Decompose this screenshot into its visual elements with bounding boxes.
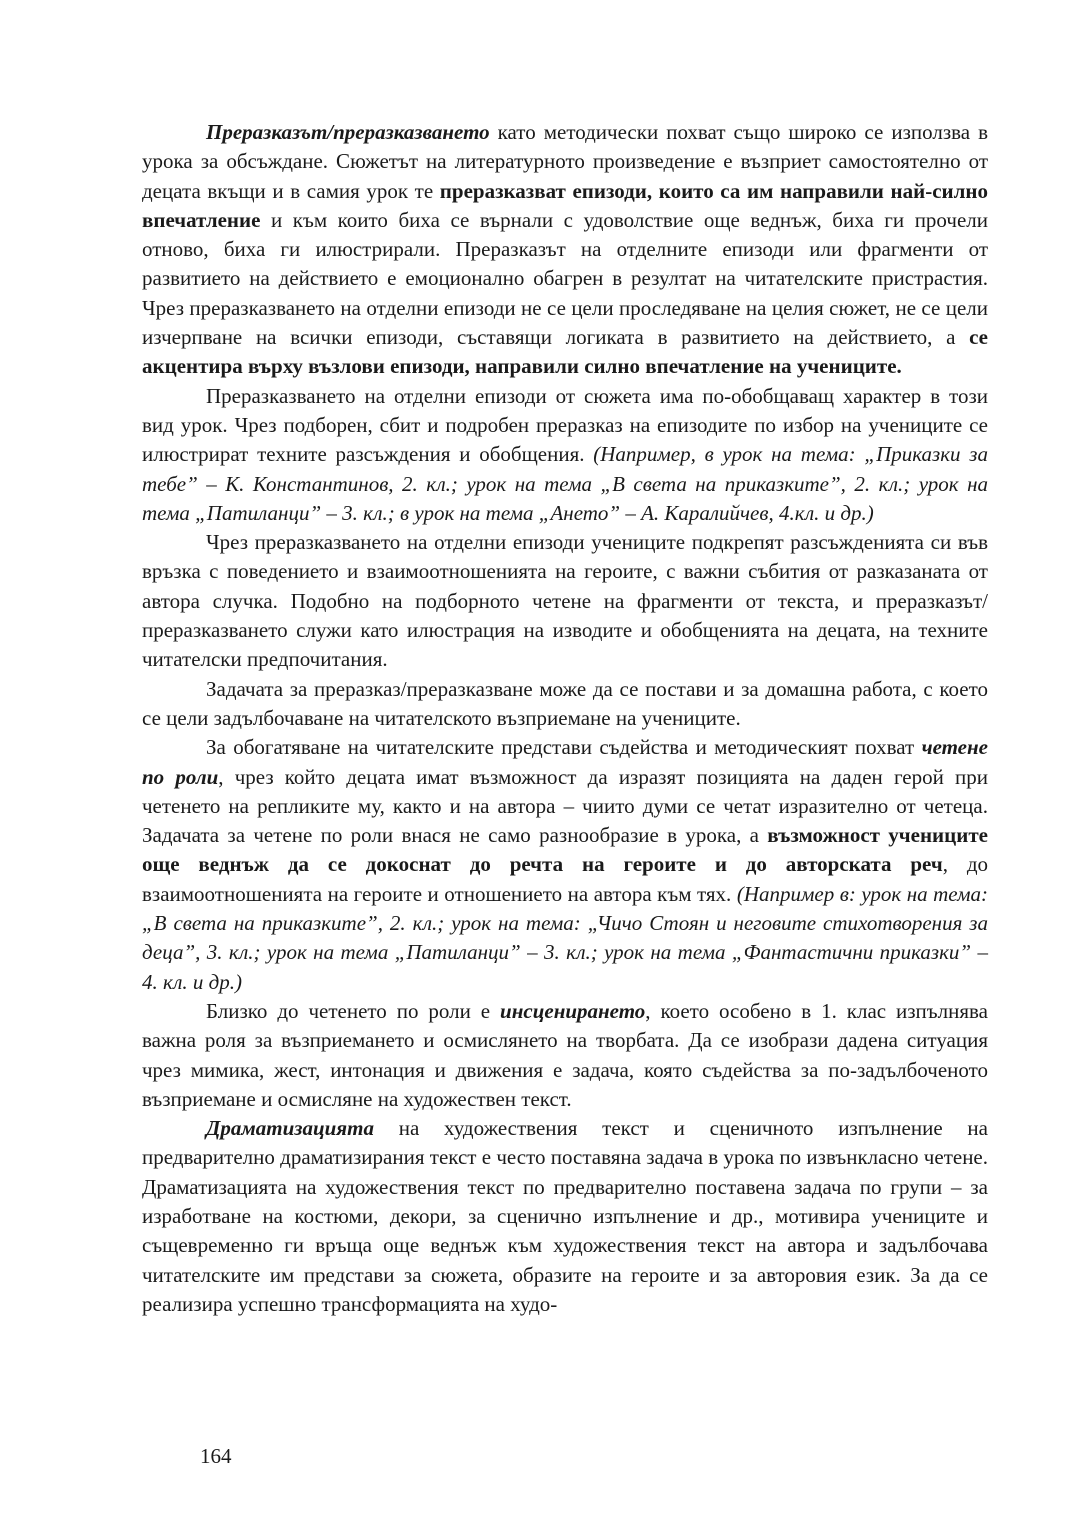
page-number: 164 — [200, 1444, 232, 1468]
term-dramatization: Драматизацията — [206, 1116, 374, 1141]
term-staging: инсценирането — [500, 998, 646, 1023]
paragraph: За обогатяване на читателските представи съдейства и методическият похват четене по роли, чрез който децата имат възможност да изразят позицията на даден герой при четенето на репликите му, както и на автора – чиито думи се четат изразително от четеца. Задачата за четене по роли внася не само разнообразие в урока, а възможност учениците още веднъж да се докоснат до речта на героите и до авторската реч, до взаимоотношенията на героите и отношението на автора към тях. (Например в: урок на тема: „В света на приказките”, 2. кл.; урок на тема: „Чичо Стоян и неговите стихотворения за деца”, 3. кл.; урок на тема „Патиланци” – 3. кл.; урок на тема „Фантастични приказки” – 4. кл. и др.) — [142, 735, 989, 994]
paragraph: Задачата за преразказ/преразказване може да се постави и за домашна работа, с което се цели задълбочаване на читателското възприемане на учениците. — [142, 676, 988, 730]
term-retelling: Преразказът/преразказването — [206, 120, 490, 144]
paragraph: Преразказването на отделни епизоди от сюжета има по-обобщаващ характер в този вид урок. Чрез подборен, сбит и подробен преразказ на епизодите по избор на учениците се илюстрират техните разсъждения и обобщения. (Например, в урок на тема: „Приказки за тебе” – К. Константинов, 2. кл.; урок на тема „В света на приказките”, 2. кл.; урок на тема „Патиланци” – 3. кл.; в урок на тема „Ането” – А. Каралийчев, 4.кл. и др.) — [142, 383, 989, 525]
paragraph: Чрез преразказването на отделни епизоди учениците подкрепят разсъжденията си във връзка с поведението и взаимоотношенията на героите, с важни събития от разказаната от автора случка. Подобно на подборното четене на фрагменти от текста, и преразказът/преразказването служи като илюстрация на изводите и обобщенията на децата, на техните читателски предпочитания. — [142, 530, 988, 672]
example-note: (Например в: урок на тема: „В света на приказките”, 2. кл.; урок на тема: „Чичо Стоян и неговите стихотворения за деца”, 3. кл.; урок на тема „Патиланци” – 3. кл.; урок на тема „Фантастични приказки” – 4. кл. и др.) — [142, 881, 988, 994]
example-note: (Например, в урок на тема: „Приказки за тебе” – К. Константинов, 2. кл.; урок на тема „В света на приказките”, 2. кл.; урок на тема „Патиланци” – 3. кл.; в урок на тема „Ането” – А. Каралийчев, 4.кл. и др.) — [142, 442, 989, 525]
paragraph: Близко до четенето по роли е инсценирането, което особено в 1. клас изпълнява важна роля за възприемането и осмислянето на творбата. Да се изобрази дадена ситуация чрез мимика, жест, интонация и движения е задача, която съдейства за по-задълбоченото възприемане и осмисляне на художествен текст. — [142, 998, 988, 1111]
paragraph: Драматизацията на художествения текст и сценичното изпълнение на предварително драматизирания текст е често поставяна задача в урока по извънкласно четене. Драматизацията на художествения текст по предварително поставена задача по групи – за изработване на костюми, декори, за сценично изпълнение и др., мотивира учениците и същевременно ги връща още веднъж към художествения текст на автора и задълбочава читателските им представи за сюжета, образите на героите и за авторовия език. За да се реализира успешно трансформацията на худо- — [142, 1116, 988, 1316]
text-body — [142, 118, 988, 1319]
term-reading-by-roles: четене по роли — [142, 735, 988, 789]
paragraph: Преразказът/преразказването като методически похват също широко се използва в урока за обсъждане. Сюжетът на литературното произведение е възприет самостоятелно от децата вкъщи и в самия урок те преразказват епизоди, които са им направили най-силно впечатление и към които биха се върнали с удоволствие още веднъж, биха ги прочели отново, биха ги илюстрирали. Преразказът на отделните епизоди или фрагменти от развитието на действието е емоционално обагрен в резултат на читателските пристрастия. Чрез преразказването на отделни епизоди не се цели проследяване на целия сюжет, не се цели изчерпване на всички епизоди, съставящи логиката в развитието на действието, а се акцентира върху възлови епизоди, направили силно впечатление на учениците. — [142, 120, 988, 379]
